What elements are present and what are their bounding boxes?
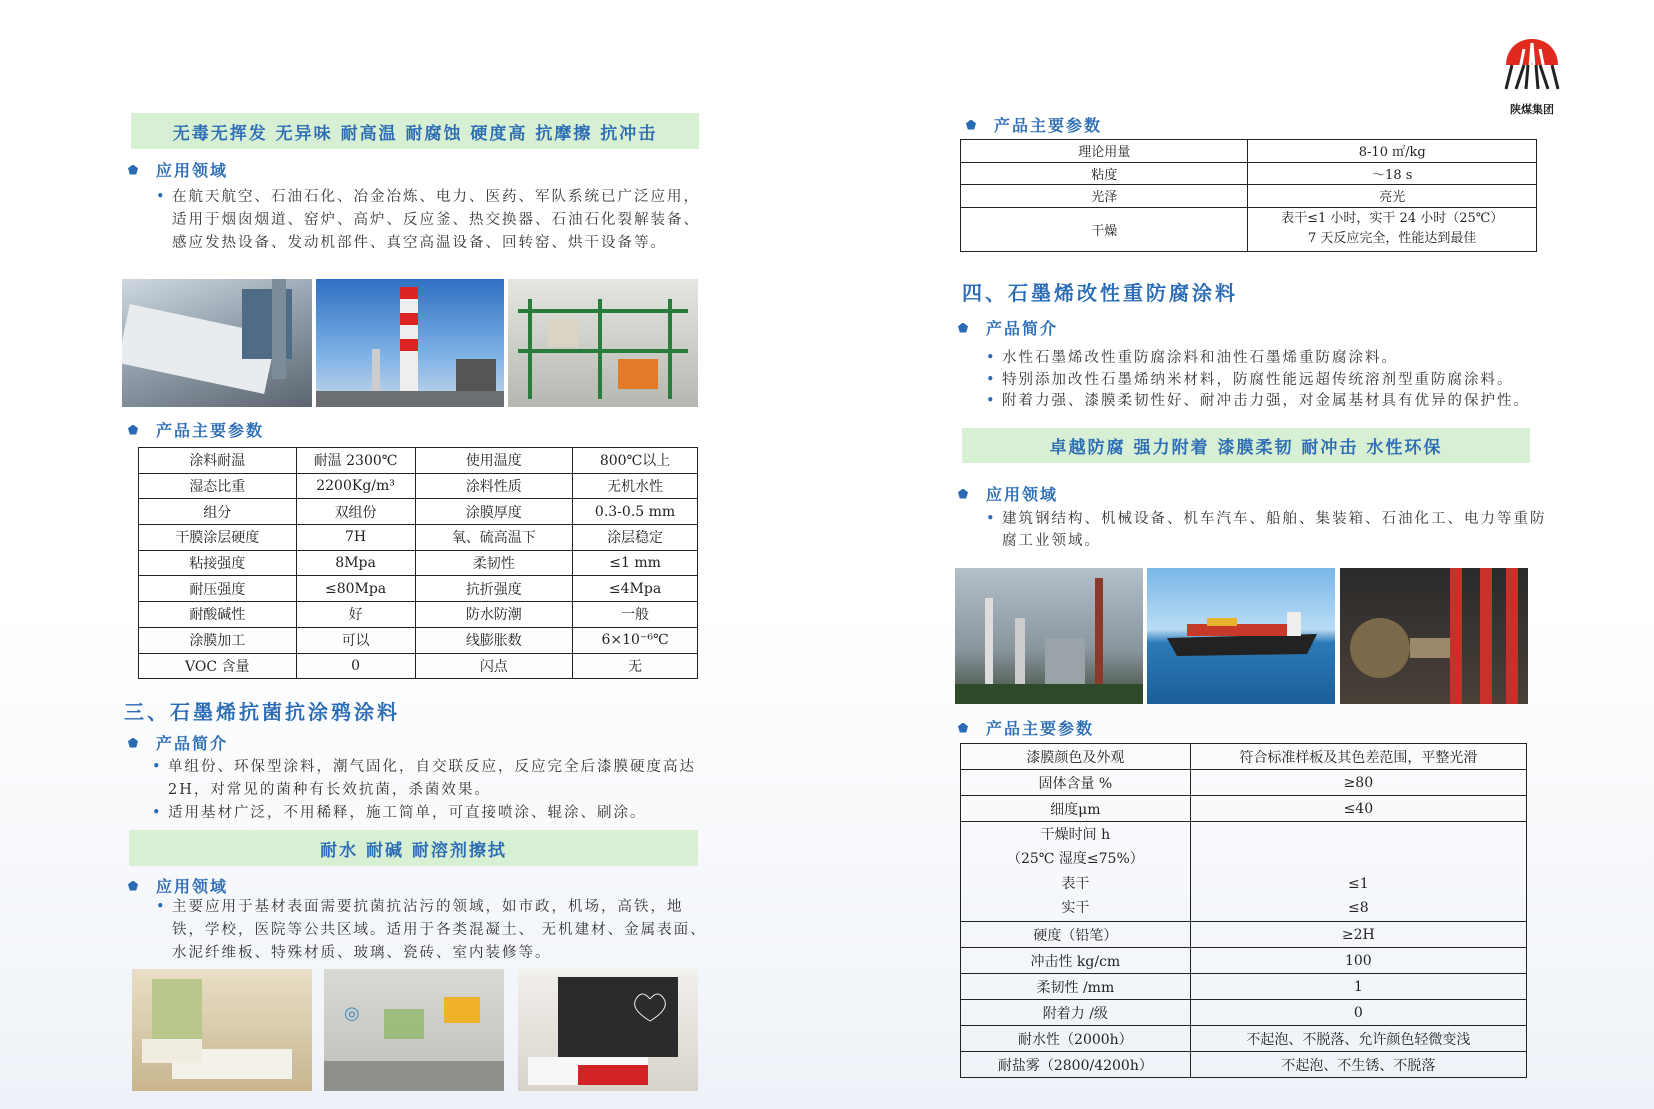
photo-graffiti-wall xyxy=(324,969,504,1091)
pentagon-bullet-icon xyxy=(128,165,138,175)
pentagon-bullet-icon xyxy=(128,738,138,748)
table-cell: 一般 xyxy=(573,602,698,628)
table-cell: 固体含量 % xyxy=(961,770,1191,796)
table-cell: ≥2H xyxy=(1190,922,1526,948)
table-cell-dry-values xyxy=(1190,822,1526,922)
table-cell: 组分 xyxy=(139,499,297,525)
pentagon-bullet-icon xyxy=(958,723,968,733)
feature-band-3: 卓越防腐 强力附着 漆膜柔韧 耐冲击 水性环保 xyxy=(962,428,1530,463)
table-cell: 可以 xyxy=(296,627,415,653)
table-cell: 耐酸碱性 xyxy=(139,602,297,628)
table-cell: 不起泡、不脱落、允许颜色轻微变浅 xyxy=(1190,1026,1526,1052)
table-cell: 8Mpa xyxy=(296,550,415,576)
table-cell: 无 xyxy=(573,653,698,679)
photo-bedroom-chalkboard xyxy=(518,969,698,1091)
table-cell: 涂料性质 xyxy=(415,473,573,499)
table-cell: ≤1 mm xyxy=(573,550,698,576)
brand-logo xyxy=(1504,35,1560,115)
table-cell: 耐温 2300℃ xyxy=(296,448,415,474)
table-row xyxy=(961,770,1527,796)
table-row xyxy=(139,499,698,525)
table-row xyxy=(961,744,1527,770)
pentagon-bullet-icon xyxy=(958,489,968,499)
table-cell: 涂料耐温 xyxy=(139,448,297,474)
table-cell: 柔韧性 xyxy=(415,550,573,576)
table-cell: 使用温度 xyxy=(415,448,573,474)
photo-cargo-ship xyxy=(1147,568,1335,704)
params-table-right xyxy=(960,139,1537,252)
table-cell: 湿态比重 xyxy=(139,473,297,499)
table-cell: 1 xyxy=(1190,974,1526,1000)
table-cell: 硬度（铅笔） xyxy=(961,922,1191,948)
table-row-dry xyxy=(961,207,1537,251)
table-row xyxy=(961,185,1537,208)
table-row xyxy=(139,525,698,551)
table-cell: 不起泡、不生锈、不脱落 xyxy=(1190,1052,1526,1078)
table-cell: 柔韧性 /mm xyxy=(961,974,1191,1000)
table-row xyxy=(139,473,698,499)
pentagon-bullet-icon xyxy=(128,881,138,891)
pentagon-bullet-icon xyxy=(128,425,138,435)
section-title: 产品主要参数 xyxy=(994,116,1103,135)
table-cell: 0 xyxy=(296,653,415,679)
table-row xyxy=(961,922,1527,948)
table-row xyxy=(139,448,698,474)
table-cell: 理论用量 xyxy=(961,140,1248,163)
photo-mining-machine xyxy=(1340,568,1528,704)
table-cell: 光泽 xyxy=(961,185,1248,208)
table-row xyxy=(961,1026,1527,1052)
table-cell: 6×10⁻⁶℃ xyxy=(573,627,698,653)
table-cell: 耐水性（2000h） xyxy=(961,1026,1191,1052)
section-params-right-2 xyxy=(958,716,1094,739)
table-row xyxy=(139,550,698,576)
table-cell-dry-label xyxy=(961,822,1191,922)
table-row xyxy=(961,140,1537,163)
table-row xyxy=(139,576,698,602)
brand-name: 陕煤集团 xyxy=(1510,103,1554,116)
table-cell: ≤80Mpa xyxy=(296,576,415,602)
table-cell: 好 xyxy=(296,602,415,628)
list-item: • 水性石墨烯改性重防腐涂料和油性石墨烯重防腐涂料。 xyxy=(986,348,1626,370)
photo-hospital-ward xyxy=(132,969,312,1091)
table-cell: ≤4Mpa xyxy=(573,576,698,602)
table-cell: 附着力 /级 xyxy=(961,1000,1191,1026)
table-cell: 8-10 ㎡/kg xyxy=(1248,140,1537,163)
table-cell: 干膜涂层硬度 xyxy=(139,525,297,551)
table-row xyxy=(139,602,698,628)
hard-dry-value: ≤8 xyxy=(1348,900,1369,916)
surface-dry-value: ≤1 xyxy=(1348,875,1369,892)
table-cell: 0.3-0.5 mm xyxy=(573,499,698,525)
hard-dry-label: 实干 xyxy=(1061,900,1090,916)
table-cell: 涂膜加工 xyxy=(139,627,297,653)
photo-rotary-kiln xyxy=(122,279,312,407)
svg-text:◎: ◎ xyxy=(344,1003,360,1024)
section4-title: 四、石墨烯改性重防腐涂料 xyxy=(962,281,1238,305)
section-intro xyxy=(128,731,228,754)
table-cell: 双组份 xyxy=(296,499,415,525)
section-application xyxy=(128,158,228,181)
params-table-left xyxy=(138,447,698,679)
logo-icon xyxy=(1504,35,1560,95)
photo-chemical-plant xyxy=(508,279,698,407)
section-application-right xyxy=(958,482,1058,505)
table-row xyxy=(961,948,1527,974)
section-title: 应用领域 xyxy=(156,877,229,896)
table-cell: 7H xyxy=(296,525,415,551)
table-cell: 防水防潮 xyxy=(415,602,573,628)
table-cell: 涂层稳定 xyxy=(573,525,698,551)
dry-time-label: 干燥时间 h xyxy=(1040,826,1111,843)
table-cell: 氧、硫高温下 xyxy=(415,525,573,551)
section-params xyxy=(128,418,264,441)
section-title: 产品简介 xyxy=(986,319,1059,338)
table-row-dry-time xyxy=(961,822,1527,922)
section-title: 应用领域 xyxy=(986,485,1059,504)
table-cell: 细度μm xyxy=(961,796,1191,822)
table-cell: 0 xyxy=(1190,1000,1526,1026)
application-text-right: • 建筑钢结构、机械设备、机车汽车、船舶、集装箱、石油化工、电力等重防腐工业领域。 xyxy=(986,508,1551,552)
photo-refinery xyxy=(955,568,1143,704)
dry-line-1: 表干≤1 小时，实干 24 小时（25℃） xyxy=(1281,211,1504,226)
dry-line-2: 7 天反应完全，性能达到最佳 xyxy=(1308,231,1477,246)
table-row xyxy=(961,162,1537,185)
table-row xyxy=(961,1000,1527,1026)
table-cell: 亮光 xyxy=(1248,185,1537,208)
section-title: 应用领域 xyxy=(156,161,229,180)
application-text: • 在航天航空、石油石化、冶金冶炼、电力、医药、军队系统已广泛应用，适用于烟囱烟道、窑炉、高炉、反应釜、热交换器、石油石化裂解装备、感应发热设备、发动机部件、真空高温设备、回转窑、烘干设备等。 xyxy=(156,186,716,255)
pentagon-bullet-icon xyxy=(966,120,976,130)
section-intro-right xyxy=(958,316,1058,339)
table-cell: 干燥 xyxy=(961,207,1248,251)
table-cell-dry xyxy=(1248,207,1537,251)
table-row xyxy=(961,974,1527,1000)
photo-chimney xyxy=(316,279,504,407)
table-cell: 符合标准样板及其色差范围，平整光滑 xyxy=(1190,744,1526,770)
table-cell: ≤40 xyxy=(1190,796,1526,822)
intro-list-right xyxy=(986,348,1626,413)
section-title: 产品主要参数 xyxy=(156,421,265,440)
table-row xyxy=(961,1052,1527,1078)
table-cell: 漆膜颜色及外观 xyxy=(961,744,1191,770)
list-item: • 附着力强、漆膜柔韧性好、耐冲击力强，对金属基材具有优异的保护性。 xyxy=(986,391,1626,413)
table-row xyxy=(961,796,1527,822)
table-cell: 2200Kg/m³ xyxy=(296,473,415,499)
table-cell: 100 xyxy=(1190,948,1526,974)
table-cell: 800℃以上 xyxy=(573,448,698,474)
table-cell: 线膨胀数 xyxy=(415,627,573,653)
table-cell: ～18 s xyxy=(1248,162,1537,185)
feature-band-2: 耐水 耐碱 耐溶剂擦拭 xyxy=(129,830,698,866)
table-cell: 耐压强度 xyxy=(139,576,297,602)
table-cell: 抗折强度 xyxy=(415,576,573,602)
pentagon-bullet-icon xyxy=(958,323,968,333)
params-table-right-2 xyxy=(960,743,1527,1078)
table-cell: 耐盐雾（2800/4200h） xyxy=(961,1052,1191,1078)
intro-text: • 单组份、环保型涂料，潮气固化，自交联反应，反应完全后漆膜硬度高达2H，对常见的菌种有长效抗菌，杀菌效果。 • 适用基材广泛，不用稀释，施工简单，可直接喷涂、辊涂、刷涂。 xyxy=(152,756,722,825)
feature-band-1: 无毒无挥发 无异味 耐高温 耐腐蚀 硬度高 抗摩擦 抗冲击 xyxy=(131,113,699,149)
dry-condition: （25℃ 湿度≤75%） xyxy=(1006,851,1144,867)
table-cell: VOC 含量 xyxy=(139,653,297,679)
section3-title: 三、石墨烯抗菌抗涂鸦涂料 xyxy=(124,700,400,724)
table-cell: 冲击性 kg/cm xyxy=(961,948,1191,974)
list-item: • 特别添加改性石墨烯纳米材料，防腐性能远超传统溶剂型重防腐涂料。 xyxy=(986,370,1626,392)
table-row xyxy=(139,653,698,679)
section-params-right xyxy=(966,113,1102,136)
section-title: 产品简介 xyxy=(156,734,229,753)
table-row xyxy=(139,627,698,653)
table-cell: 粘接强度 xyxy=(139,550,297,576)
application-text-2: • 主要应用于基材表面需要抗菌抗沾污的领域，如市政，机场，高铁，地铁，学校，医院等公共区域。适用于各类混凝土、 无机建材、金属表面、水泥纤维板、特殊材质、玻璃、瓷砖、室内装修等。 xyxy=(156,896,716,965)
table-cell: 无机水性 xyxy=(573,473,698,499)
table-cell: ≥80 xyxy=(1190,770,1526,796)
section-application-2 xyxy=(128,874,228,897)
surface-dry-label: 表干 xyxy=(1061,875,1090,892)
table-cell: 闪点 xyxy=(415,653,573,679)
table-cell: 涂膜厚度 xyxy=(415,499,573,525)
section-title: 产品主要参数 xyxy=(986,719,1095,738)
table-cell: 粘度 xyxy=(961,162,1248,185)
